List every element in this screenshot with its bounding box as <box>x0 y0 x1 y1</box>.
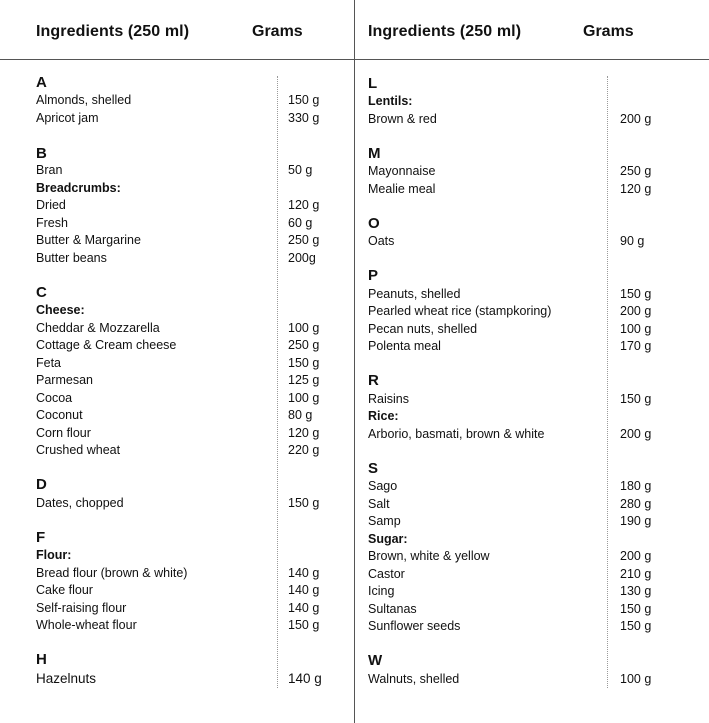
ingredient-name: Almonds, shelled <box>36 93 132 107</box>
list-item <box>36 390 336 408</box>
left-column <box>0 0 354 723</box>
grams-value: 330 g <box>288 111 320 125</box>
list-item <box>36 442 336 460</box>
section-letter <box>368 652 668 670</box>
list-item <box>368 671 668 689</box>
grams-value: 125 g <box>288 373 320 387</box>
grams-value: 50 g <box>288 163 313 177</box>
ingredient-name: Raisins <box>368 392 409 406</box>
list-item <box>36 407 336 425</box>
grams-value: 150 g <box>620 619 652 633</box>
grams-value: 200 g <box>620 112 652 126</box>
grams-value: 170 g <box>620 339 652 353</box>
ingredient-name: Dates, chopped <box>36 496 124 510</box>
list-item <box>368 111 668 129</box>
header-grams: Grams <box>252 23 303 40</box>
ingredient-name: Butter & Margarine <box>36 233 141 247</box>
list-item <box>36 670 336 688</box>
list-item <box>368 163 668 181</box>
grams-value: 140 g <box>288 566 320 580</box>
ingredient-name: Polenta meal <box>368 339 441 353</box>
list-item <box>368 321 668 339</box>
ingredient-name: Cocoa <box>36 391 73 405</box>
ingredient-name: Corn flour <box>36 426 91 440</box>
list-item <box>36 92 336 110</box>
grams-value: 180 g <box>620 479 652 493</box>
grams-value: 190 g <box>620 514 652 528</box>
grams-value: 140 g <box>288 671 322 686</box>
grams-value: 150 g <box>288 496 320 510</box>
ingredient-name: Sago <box>368 479 398 493</box>
section-letter-label: B <box>36 145 47 162</box>
header-grams: Grams <box>583 23 634 40</box>
grams-value: 200 g <box>620 304 652 318</box>
grams-value: 250 g <box>620 164 652 178</box>
ingredient-name: Brown, white & yellow <box>368 549 490 563</box>
ingredient-name: Parmesan <box>36 373 93 387</box>
list-item <box>368 478 668 496</box>
list-item <box>36 320 336 338</box>
list-item <box>36 372 336 390</box>
ingredient-name: Mealie meal <box>368 182 436 196</box>
list-item <box>36 197 336 215</box>
grams-value: 150 g <box>620 602 652 616</box>
list-item <box>36 582 336 600</box>
section-letter-label: C <box>36 284 47 301</box>
grams-value: 120 g <box>620 182 652 196</box>
section-letter-label: H <box>36 651 47 668</box>
list-item <box>36 110 336 128</box>
section-letter <box>36 476 336 494</box>
section-letter <box>36 284 336 302</box>
list-item <box>36 495 336 513</box>
grams-value: 210 g <box>620 567 652 581</box>
list-item <box>368 548 668 566</box>
ingredient-name: Feta <box>36 356 62 370</box>
section-letter-label: S <box>368 460 379 477</box>
section-letter-label: O <box>368 215 380 232</box>
grams-value: 100 g <box>288 321 320 335</box>
ingredient-name: Peanuts, shelled <box>368 287 461 301</box>
ingredient-name: Self-raising flour <box>36 601 127 615</box>
ingredient-name: Brown & red <box>368 112 437 126</box>
subheading <box>36 302 336 320</box>
grams-value: 280 g <box>620 497 652 511</box>
list-item <box>36 425 336 443</box>
grams-value: 150 g <box>620 392 652 406</box>
list-item <box>368 233 668 251</box>
section-letter <box>368 215 668 233</box>
section-letter-label: F <box>36 529 46 546</box>
section-letter-label: D <box>36 476 47 493</box>
ingredient-name: Arborio, basmati, brown & white <box>368 427 545 441</box>
ingredient-name: Bran <box>36 163 63 177</box>
grams-value: 60 g <box>288 216 313 230</box>
list-item <box>36 355 336 373</box>
grams-value: 200 g <box>620 549 652 563</box>
subheading <box>368 531 668 549</box>
grams-value: 150 g <box>288 93 320 107</box>
header-ingredients: Ingredients (250 ml) <box>36 23 190 40</box>
list-item <box>36 617 336 635</box>
ingredient-name: Sunflower seeds <box>368 619 461 633</box>
section-letter <box>368 460 668 478</box>
subheading <box>36 180 336 198</box>
grams-value: 220 g <box>288 443 320 457</box>
grams-value: 150 g <box>288 618 320 632</box>
ingredient-name: Walnuts, shelled <box>368 672 460 686</box>
ingredient-name: Coconut <box>36 408 83 422</box>
list-item <box>368 601 668 619</box>
list-item <box>36 600 336 618</box>
grams-value: 250 g <box>288 338 320 352</box>
list-item <box>368 181 668 199</box>
grams-value: 200g <box>288 251 316 265</box>
ingredient-name: Cake flour <box>36 583 93 597</box>
section-letter <box>368 372 668 390</box>
list-item <box>36 250 336 268</box>
ingredient-name: Samp <box>368 514 401 528</box>
section-letter <box>36 74 336 92</box>
ingredient-name: Breadcrumbs: <box>36 181 121 195</box>
list-item <box>368 513 668 531</box>
section-letter-label: M <box>368 145 381 162</box>
list-item <box>368 391 668 409</box>
section-letter-label: A <box>36 74 47 91</box>
ingredient-name: Cheese: <box>36 303 85 317</box>
list-item <box>36 565 336 583</box>
grams-value: 80 g <box>288 408 313 422</box>
ingredient-name: Butter beans <box>36 251 107 265</box>
section-letter <box>368 145 668 163</box>
ingredient-name: Mayonnaise <box>368 164 436 178</box>
list-item <box>368 566 668 584</box>
section-letter <box>36 145 336 163</box>
grams-value: 130 g <box>620 584 652 598</box>
section-letter <box>36 529 336 547</box>
subheading <box>368 408 668 426</box>
grams-value: 140 g <box>288 583 320 597</box>
grams-value: 140 g <box>288 601 320 615</box>
section-letter <box>36 651 336 669</box>
grams-value: 150 g <box>620 287 652 301</box>
ingredient-name: Castor <box>368 567 405 581</box>
right-column <box>355 0 709 723</box>
ingredient-name: Hazelnuts <box>36 671 97 686</box>
ingredient-name: Pearled wheat rice (stampkoring) <box>368 304 552 318</box>
ingredient-name: Dried <box>36 198 66 212</box>
section-letter-label: P <box>368 267 379 284</box>
list-item <box>368 303 668 321</box>
section-letter <box>368 267 668 285</box>
ingredient-name: Sultanas <box>368 602 417 616</box>
ingredient-name: Cottage & Cream cheese <box>36 338 177 352</box>
list-item <box>368 338 668 356</box>
ingredient-name: Pecan nuts, shelled <box>368 322 478 336</box>
list-item <box>368 286 668 304</box>
grams-value: 250 g <box>288 233 320 247</box>
ingredient-name: Apricot jam <box>36 111 99 125</box>
grams-value: 100 g <box>620 322 652 336</box>
list-item <box>36 232 336 250</box>
ingredient-name: Sugar: <box>368 532 408 546</box>
ingredient-name: Icing <box>368 584 395 598</box>
grams-value: 120 g <box>288 198 320 212</box>
ingredient-name: Oats <box>368 234 395 248</box>
ingredient-name: Cheddar & Mozzarella <box>36 321 160 335</box>
section-letter-label: W <box>368 652 383 669</box>
ingredient-name: Bread flour (brown & white) <box>36 566 188 580</box>
list-item <box>368 496 668 514</box>
section-letter-label: L <box>368 75 378 92</box>
list-item <box>36 215 336 233</box>
ingredient-name: Flour: <box>36 548 72 562</box>
ingredient-name: Rice: <box>368 409 399 423</box>
subheading <box>368 93 668 111</box>
section-letter-label: R <box>368 372 379 389</box>
list-item <box>368 618 668 636</box>
section-letter <box>368 75 668 93</box>
header-ingredients: Ingredients (250 ml) <box>368 23 522 40</box>
ingredient-name: Salt <box>368 497 390 511</box>
grams-value: 200 g <box>620 427 652 441</box>
grams-value: 100 g <box>620 672 652 686</box>
grams-value: 100 g <box>288 391 320 405</box>
grams-value: 120 g <box>288 426 320 440</box>
subheading <box>36 547 336 565</box>
grams-value: 90 g <box>620 234 645 248</box>
list-item <box>36 162 336 180</box>
grams-value: 150 g <box>288 356 320 370</box>
list-item <box>368 583 668 601</box>
ingredient-name: Crushed wheat <box>36 443 121 457</box>
list-item <box>36 337 336 355</box>
ingredient-name: Whole-wheat flour <box>36 618 137 632</box>
ingredient-name: Lentils: <box>368 94 413 108</box>
ingredient-name: Fresh <box>36 216 68 230</box>
list-item <box>368 426 668 444</box>
